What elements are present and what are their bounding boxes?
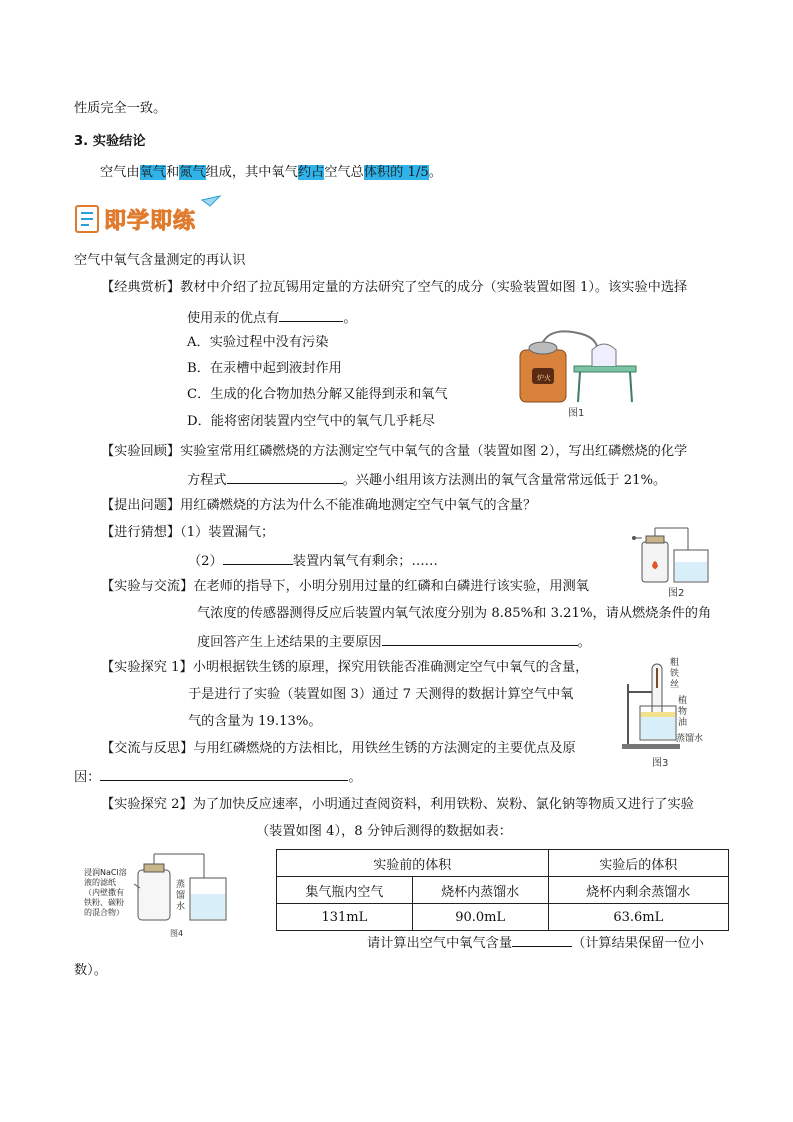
option-b: B．在汞槽中起到液封作用 xyxy=(187,361,342,376)
conclusion-text: 空气总 xyxy=(324,165,364,180)
calc-line2: 数）。 xyxy=(74,963,107,978)
option-d: D．能将密闭装置内空气中的氧气几乎耗尽 xyxy=(187,414,435,429)
reflect-text: 因： xyxy=(74,770,101,785)
exchange-line3 xyxy=(197,632,591,652)
figure-2 xyxy=(632,524,714,599)
figure-3 xyxy=(620,658,720,768)
explore1-line3: 气的含量为 19.13%。 xyxy=(188,714,322,729)
question-line xyxy=(101,497,536,515)
carryover-paragraph: 性质完全一致。 xyxy=(74,101,167,116)
reason-blank[interactable] xyxy=(382,632,578,646)
fig4-note-line: 液的滤纸 xyxy=(84,878,116,887)
tag-explore1: 【实验探究 1】 xyxy=(101,660,193,675)
fig3-label-group xyxy=(678,696,690,729)
subheader-cell: 集气瓶内空气 xyxy=(277,877,413,904)
fig4-water-label xyxy=(176,880,186,913)
reflect-line2 xyxy=(74,767,362,787)
iron-powder-apparatus-illustration xyxy=(132,848,262,928)
explore1-line2: 于是进行了实验（装置如图 3）通过 7 天测得的数据计算空气中氧 xyxy=(188,687,574,702)
figure-2-caption: 图2 xyxy=(668,588,685,599)
fig3-label: 油 xyxy=(678,718,688,728)
question-text: 用红磷燃烧的方法为什么不能准确地测定空气中氧气的含量？ xyxy=(180,498,537,513)
tag-exchange: 【实验与交流】 xyxy=(101,579,194,594)
exchange-text: 度回答产生上述结果的主要原因 xyxy=(197,635,382,650)
calc-line1 xyxy=(367,933,704,953)
guess-blank[interactable] xyxy=(223,551,293,565)
review-line1 xyxy=(101,443,687,461)
fig4-note xyxy=(84,868,127,918)
header-after: 实验后的体积 xyxy=(548,850,728,877)
guess-line2 xyxy=(188,551,438,571)
advantage-blank[interactable] xyxy=(100,767,348,781)
classic-line1 xyxy=(101,279,687,297)
guess-text: （2） xyxy=(188,554,223,569)
practice-banner xyxy=(74,194,234,238)
tag-review: 【实验回顾】 xyxy=(101,444,181,459)
section-heading xyxy=(74,133,146,151)
option-c: C．生成的化合物加热分解又能得到汞和氧气 xyxy=(187,387,448,402)
conclusion-sentence xyxy=(100,164,442,182)
figure-1 xyxy=(512,328,647,418)
furnace-label: 炉火 xyxy=(537,374,551,382)
fig4-note-line: 浸润NaCl溶 xyxy=(84,868,127,877)
explore1-line1 xyxy=(101,659,588,677)
review-text: 。兴趣小组用该方法测出的氧气含量常常远低于 21%。 xyxy=(342,473,667,488)
classic-text: 使用汞的优点有 xyxy=(187,311,280,326)
value-cell: 90.0mL xyxy=(412,904,548,931)
figure-4 xyxy=(84,848,264,940)
explore2-line2: （装置如图 4），8 分钟后测得的数据如表： xyxy=(256,824,512,839)
calc-text: （计算结果保留一位小 xyxy=(572,936,704,951)
classic-line2 xyxy=(187,308,357,328)
highlight-oxygen: 氧气 xyxy=(139,165,166,180)
red-phosphorus-apparatus-illustration xyxy=(632,524,714,586)
reflect-text: 与用红磷燃烧的方法相比，用铁丝生锈的方法测定的主要优点及原 xyxy=(193,741,576,756)
reflect-text: 。 xyxy=(348,770,362,785)
section-number: 3. xyxy=(74,134,89,149)
value-cell: 131mL xyxy=(277,904,413,931)
exchange-text: 在老师的指导下，小明分别用过量的红磷和白磷进行该实验，用测氧 xyxy=(193,579,589,594)
figure-1-caption: 图1 xyxy=(568,408,585,419)
figure-4-caption: 图4 xyxy=(170,929,184,938)
exchange-line1 xyxy=(101,578,589,596)
subheader-cell: 烧杯内剩余蒸馏水 xyxy=(548,877,728,904)
value-cell: 63.6mL xyxy=(548,904,728,931)
conclusion-text: 空气由 xyxy=(100,165,140,180)
classic-text: 。 xyxy=(343,311,357,326)
fig3-label: 粗 xyxy=(670,658,680,668)
fig4-note-line: （内壁撒有 xyxy=(84,888,124,897)
fig4-water-char: 水 xyxy=(176,902,186,912)
explore2-text: 为了加快反应速率，小明通过查阅资料，利用铁粉、炭粉、氯化钠等物质又进行了实验 xyxy=(192,797,694,812)
classic-text: 教材中介绍了拉瓦锡用定量的方法研究了空气的成分（实验装置如图 1）。该实验中选择 xyxy=(180,280,688,295)
table-header-row xyxy=(277,850,729,877)
highlight-nitrogen: 氮气 xyxy=(179,165,206,180)
table-subheader-row xyxy=(277,877,729,904)
conclusion-text: 。 xyxy=(428,165,442,180)
subheader-cell: 烧杯内蒸馏水 xyxy=(412,877,548,904)
tag-explore2: 【实验探究 2】 xyxy=(101,797,193,812)
topic-line: 空气中氧气含量测定的再认识 xyxy=(74,253,246,268)
fig3-label: 铁 xyxy=(670,669,680,679)
tag-guess: 【进行猜想】 xyxy=(101,525,181,540)
exchange-line2: 气浓度的传感器测得反应后装置内氧气浓度分别为 8.85%和 3.21%，请从燃烧条件的角 xyxy=(197,606,712,621)
tag-classic: 【经典赏析】 xyxy=(101,280,181,295)
calc-text: 请计算出空气中氧气含量 xyxy=(367,936,513,951)
fig4-water-char: 蒸 xyxy=(176,880,186,890)
fig3-label: 蒸馏水 xyxy=(676,734,704,744)
fig3-label-group xyxy=(670,658,682,691)
fig4-water-char: 馏 xyxy=(176,891,186,901)
tag-question: 【提出问题】 xyxy=(101,498,181,513)
explore1-text: 小明根据铁生锈的原理，探究用铁能否准确测定空气中氧气的含量， xyxy=(192,660,589,675)
fig3-label: 丝 xyxy=(670,680,680,690)
review-line2 xyxy=(187,470,666,490)
figure-3-caption: 图3 xyxy=(652,758,669,769)
exchange-text: 。 xyxy=(577,635,591,650)
fig4-note-line: 的混合物） xyxy=(84,908,124,917)
highlight-fraction: 体积的 1/5 xyxy=(363,165,429,180)
review-text: 方程式 xyxy=(187,473,227,488)
conclusion-text: 和 xyxy=(165,165,180,180)
fig4-note-line: 铁粉、碳粉 xyxy=(84,898,124,907)
explore2-line1 xyxy=(101,796,694,814)
answer-blank[interactable] xyxy=(279,308,343,322)
volume-data-table xyxy=(276,849,729,931)
reflect-line1 xyxy=(101,740,576,758)
header-before: 实验前的体积 xyxy=(277,850,549,877)
fig3-label: 物 xyxy=(678,707,688,717)
guess-text: （1）装置漏气； xyxy=(180,525,275,540)
option-a: A．实验过程中没有污染 xyxy=(187,335,329,350)
section-title: 实验结论 xyxy=(92,134,146,149)
review-text: 实验室常用红磷燃烧的方法测定空气中氧气的含量（装置如图 2），写出红磷燃烧的化学 xyxy=(180,444,688,459)
fig3-label: 植 xyxy=(678,696,688,706)
banner-text: 即学即练 xyxy=(104,209,197,234)
guess-text: 装置内氧气有剩余；…… xyxy=(292,554,438,569)
oxygen-content-blank[interactable] xyxy=(512,933,572,947)
conclusion-text: 组成，其中氧气 xyxy=(205,165,298,180)
guess-line1 xyxy=(101,524,274,542)
equation-blank[interactable] xyxy=(227,470,343,484)
table-row xyxy=(277,904,729,931)
tag-reflect: 【交流与反思】 xyxy=(101,741,194,756)
highlight-about: 约占 xyxy=(297,165,325,180)
